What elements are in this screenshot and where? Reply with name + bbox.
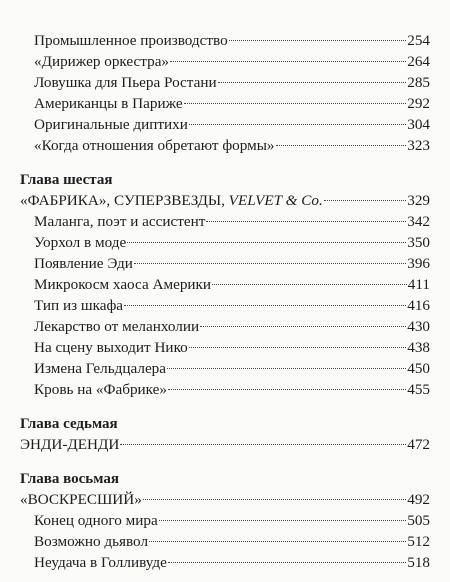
entry-title: Измена Гельдцалера xyxy=(34,360,167,377)
dot-leader xyxy=(167,368,406,369)
toc-entry[interactable] xyxy=(20,552,430,573)
entry-title: «Дирижер оркестра» xyxy=(34,53,170,70)
dot-leader xyxy=(206,221,406,222)
dot-leader xyxy=(276,145,407,146)
entry-title: Кровь на «Фабрике» xyxy=(34,381,167,398)
toc-entry[interactable] xyxy=(20,337,430,358)
toc-entry[interactable] xyxy=(20,531,430,552)
entry-page: 254 xyxy=(407,32,430,49)
entry-page: 438 xyxy=(407,339,430,356)
dot-leader xyxy=(149,541,406,542)
toc-entry[interactable] xyxy=(20,51,430,72)
entry-page: 505 xyxy=(407,512,430,529)
toc-entry[interactable] xyxy=(20,232,430,253)
entry-title: «Когда отношения обретают формы» xyxy=(34,137,275,154)
entry-title: Оригинальные диптихи xyxy=(34,116,188,133)
entry-title: Уорхол в моде xyxy=(34,234,127,251)
entry-page: 292 xyxy=(407,95,430,112)
chapter-heading: Глава шестая xyxy=(20,172,113,188)
toc-entry[interactable] xyxy=(20,30,430,51)
toc-entry[interactable] xyxy=(20,135,430,156)
dot-leader xyxy=(229,40,407,41)
toc-entry[interactable] xyxy=(20,72,430,93)
entry-title: Неудача в Голливуде xyxy=(34,554,167,571)
table-of-contents xyxy=(20,30,430,573)
chapter-title: «ФАБРИКА», СУПЕРЗВЕЗДЫ, VELVET & Co. xyxy=(20,192,323,209)
entry-page: 450 xyxy=(407,360,430,377)
entry-title: Американцы в Париже xyxy=(34,95,183,112)
toc-entry[interactable] xyxy=(20,379,430,400)
chapter-heading: Глава седьмая xyxy=(20,416,118,432)
entry-page: 285 xyxy=(407,74,430,91)
dot-leader xyxy=(218,82,407,83)
entry-page: 416 xyxy=(407,297,430,314)
toc-entry[interactable] xyxy=(20,253,430,274)
entry-title: Маланга, поэт и ассистент xyxy=(34,213,206,230)
dot-leader xyxy=(120,444,406,445)
entry-title: Микрокосм хаоса Америки xyxy=(34,276,212,293)
toc-entry[interactable] xyxy=(20,510,430,531)
entry-page: 264 xyxy=(407,53,430,70)
dot-leader xyxy=(189,124,406,125)
entry-title: На сцену выходит Нико xyxy=(34,339,188,356)
entry-page: 323 xyxy=(407,137,430,154)
toc-entry[interactable] xyxy=(20,93,430,114)
entry-page: 342 xyxy=(407,213,430,230)
toc-entry[interactable] xyxy=(20,211,430,232)
entry-title: Возможно дьявол xyxy=(34,533,149,550)
entry-page: 472 xyxy=(407,436,430,453)
dot-leader xyxy=(184,103,407,104)
dot-leader xyxy=(143,499,406,500)
entry-page: 512 xyxy=(407,533,430,550)
entry-page: 518 xyxy=(407,554,430,571)
dot-leader xyxy=(159,520,407,521)
chapter-title: «ВОСКРЕСШИЙ» xyxy=(20,491,142,508)
entry-page: 455 xyxy=(407,381,430,398)
entry-title: Конец одного мира xyxy=(34,512,158,529)
toc-entry[interactable] xyxy=(20,274,430,295)
dot-leader xyxy=(124,305,406,306)
toc-entry[interactable] xyxy=(20,114,430,135)
entry-title: Промышленное производство xyxy=(34,32,228,49)
entry-page: 492 xyxy=(407,491,430,508)
dot-leader xyxy=(134,263,406,264)
dot-leader xyxy=(170,61,406,62)
entry-page: 411 xyxy=(407,276,430,293)
toc-chapter[interactable] xyxy=(20,190,430,211)
dot-leader xyxy=(200,326,406,327)
toc-entry[interactable] xyxy=(20,295,430,316)
entry-page: 350 xyxy=(407,234,430,251)
entry-title: Лекарство от меланхолии xyxy=(34,318,200,335)
dot-leader xyxy=(168,389,406,390)
entry-title: Тип из шкафа xyxy=(34,297,124,314)
toc-entry[interactable] xyxy=(20,316,430,337)
entry-title: Появление Эди xyxy=(34,255,133,272)
dot-leader xyxy=(168,562,406,563)
dot-leader xyxy=(324,200,406,201)
dot-leader xyxy=(212,284,407,285)
entry-page: 304 xyxy=(407,116,430,133)
entry-page: 396 xyxy=(407,255,430,272)
toc-chapter[interactable] xyxy=(20,489,430,510)
chapter-heading: Глава восьмая xyxy=(20,471,119,487)
entry-page: 430 xyxy=(407,318,430,335)
dot-leader xyxy=(127,242,406,243)
toc-entry[interactable] xyxy=(20,358,430,379)
entry-title: Ловушка для Пьера Ростани xyxy=(34,74,217,91)
dot-leader xyxy=(189,347,406,348)
entry-page: 329 xyxy=(407,192,430,209)
toc-chapter[interactable] xyxy=(20,434,430,455)
chapter-title: ЭНДИ-ДЕНДИ xyxy=(20,436,120,453)
